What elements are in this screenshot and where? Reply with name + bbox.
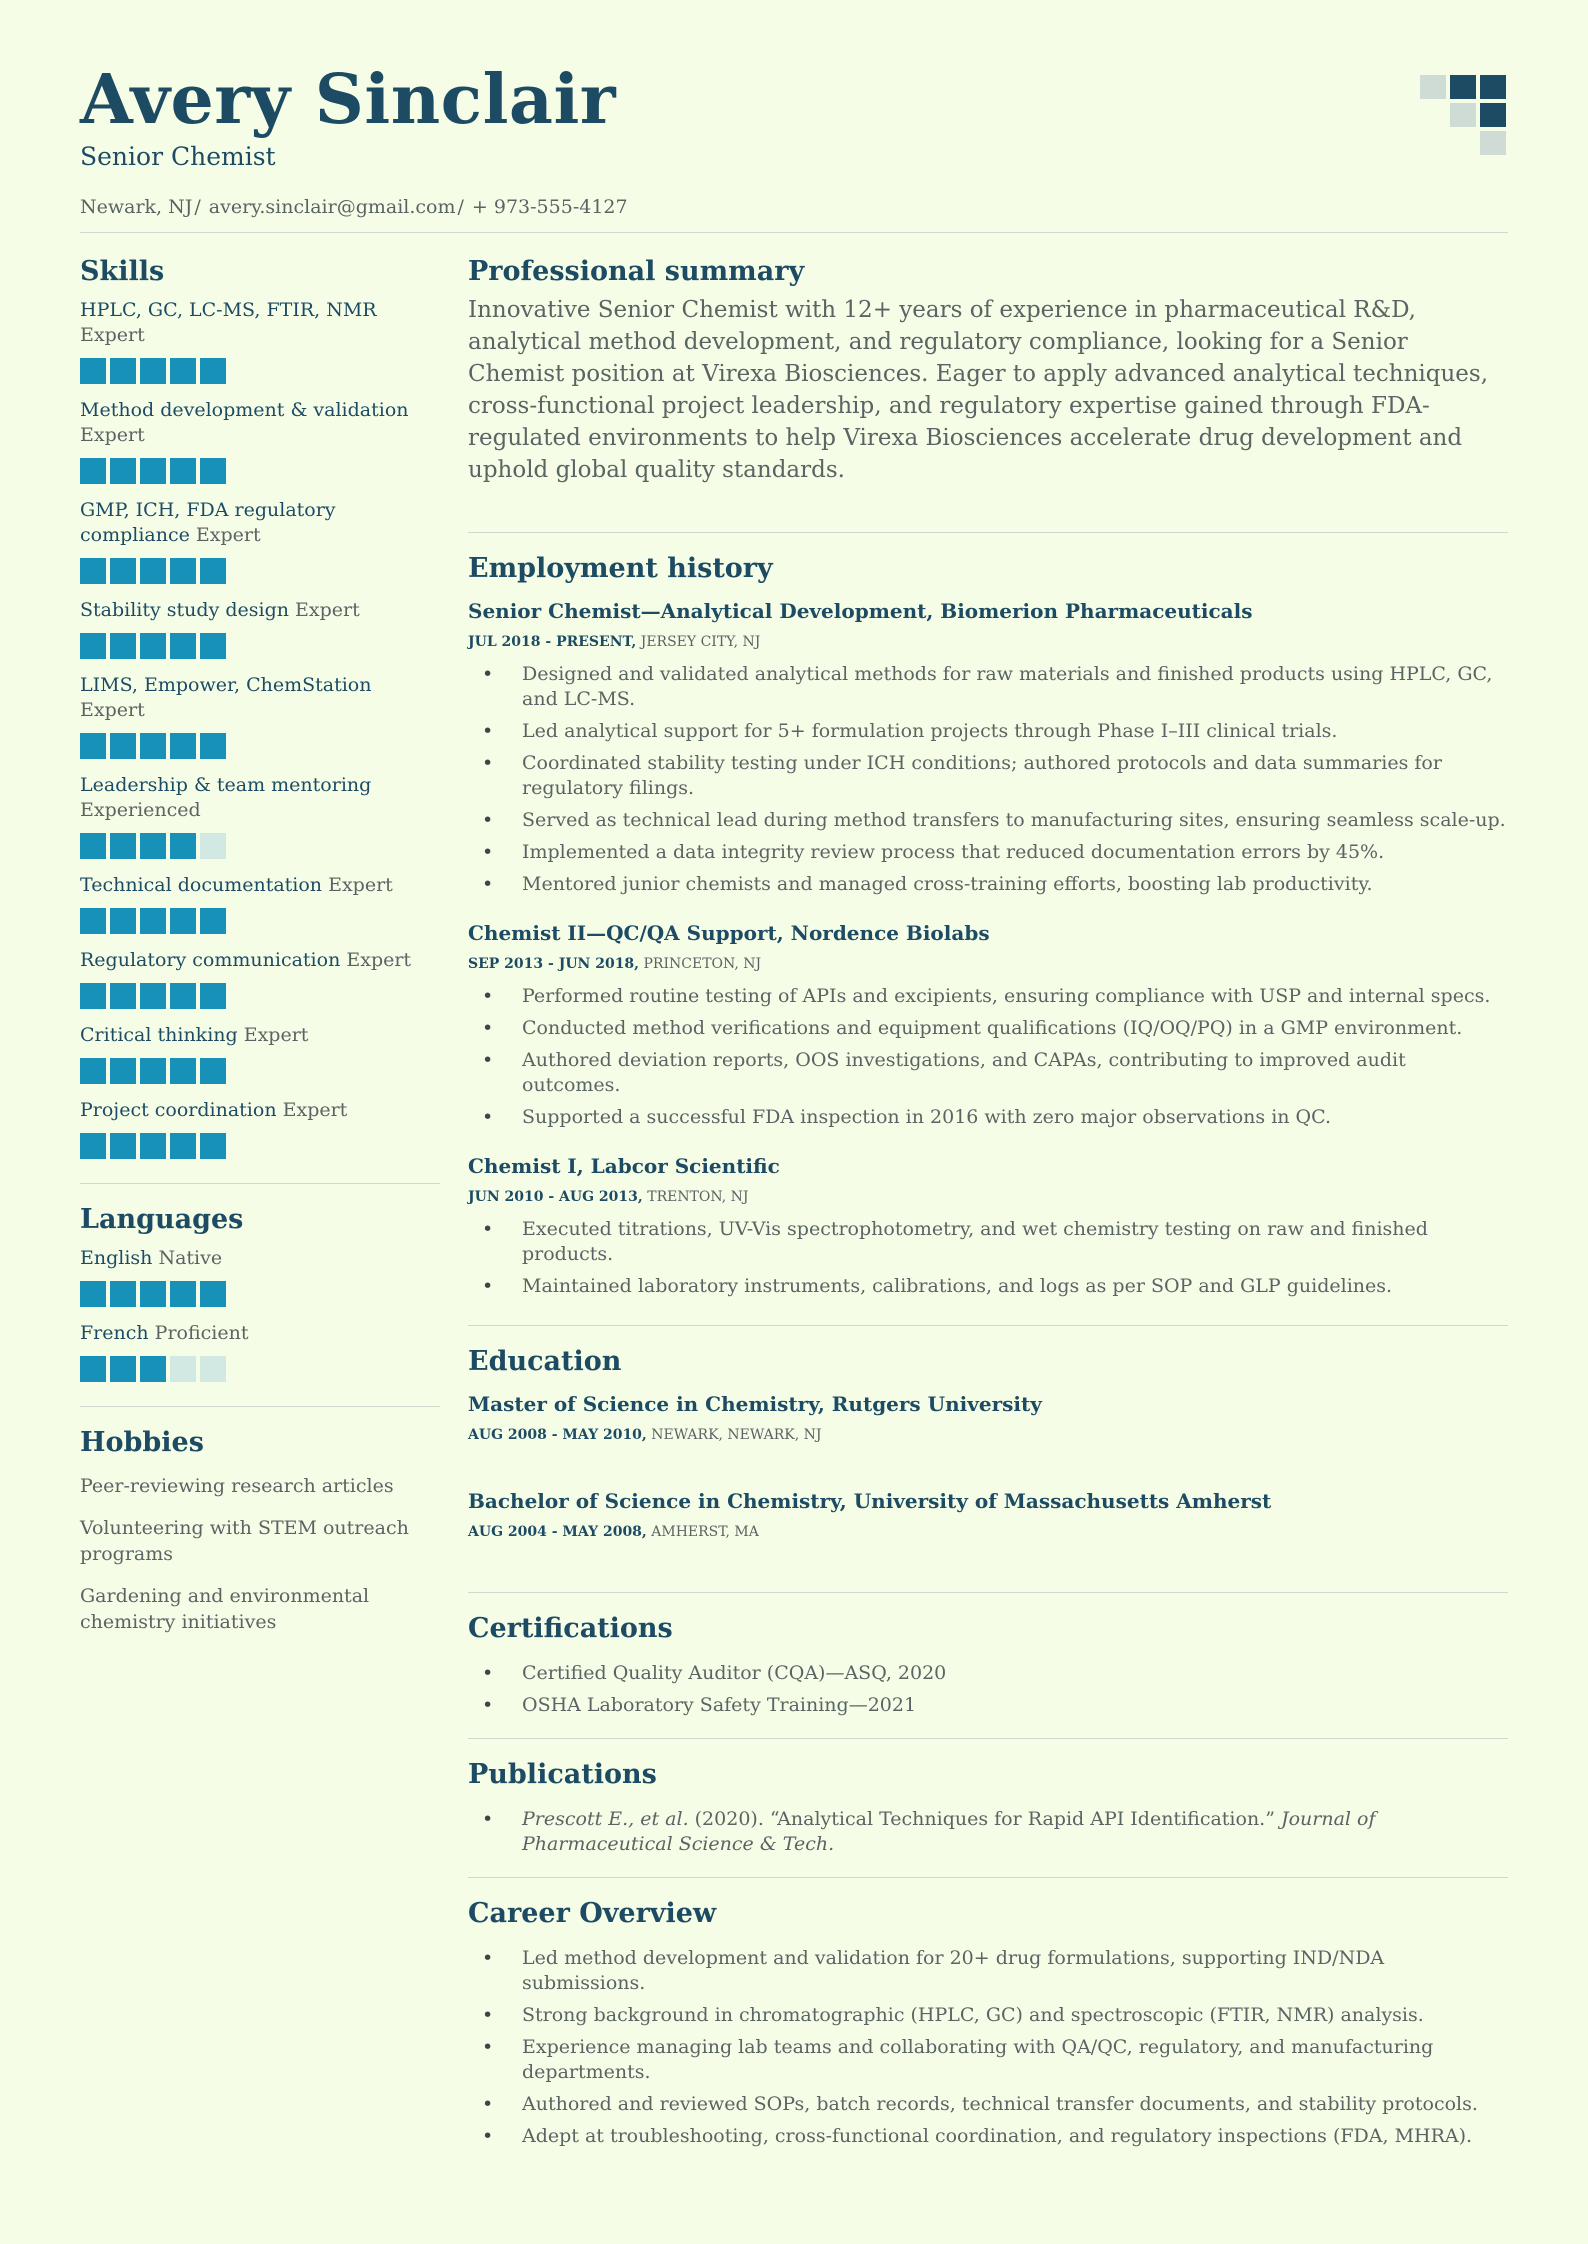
publication-item <box>522 1807 1508 1857</box>
language-level: Native <box>158 1247 223 1269</box>
skill-rating <box>80 833 440 859</box>
skill-entry <box>80 873 440 934</box>
contact-location: Newark, NJ <box>80 196 193 218</box>
job-entry <box>468 919 1508 1130</box>
rating-square <box>200 358 226 384</box>
publications-title: Publications <box>468 1759 657 1790</box>
rating-square <box>170 1281 196 1307</box>
education-date-range: AUG 2008 - MAY 2010, <box>468 1427 647 1443</box>
rating-square <box>80 558 106 584</box>
skill-name: Leadership & team mentoring <box>80 774 372 796</box>
skill-line <box>80 298 440 348</box>
rating-square <box>170 1356 196 1382</box>
job-bullet: • Coordinated stability testing under ICH conditions; authored protocols and data summaries for regulatory filings. <box>522 751 1508 801</box>
skill-entry <box>80 1023 440 1084</box>
skill-name: Stability study design <box>80 599 289 621</box>
job-date <box>468 1187 1508 1207</box>
rating-square <box>110 1058 136 1084</box>
rating-square <box>80 1356 106 1382</box>
rating-square <box>140 1058 166 1084</box>
publication-authors: Prescott E., et al. <box>522 1808 689 1830</box>
rating-square <box>80 1133 106 1159</box>
overview-item: • Led method development and validation for 20+ drug formulations, supporting IND/NDA submissions. <box>522 1946 1508 1996</box>
skill-level: Experienced <box>80 799 201 821</box>
language-rating <box>80 1356 440 1382</box>
rating-square <box>200 633 226 659</box>
skill-level: Expert <box>295 599 360 621</box>
rating-square <box>200 833 226 859</box>
job-entry <box>468 1152 1508 1299</box>
skills-list <box>80 298 440 1159</box>
job-date <box>468 632 1508 652</box>
rating-square <box>110 1133 136 1159</box>
section-divider <box>468 1325 1508 1326</box>
skill-line <box>80 1098 440 1123</box>
language-name: French <box>80 1322 149 1344</box>
rating-square <box>80 458 106 484</box>
skill-line <box>80 598 440 623</box>
skill-line <box>80 498 440 548</box>
candidate-name: Avery Sinclair <box>80 60 617 140</box>
rating-square <box>110 633 136 659</box>
skill-line <box>80 948 440 973</box>
skill-entry <box>80 1098 440 1159</box>
skill-line <box>80 773 440 823</box>
summary-title: Professional summary <box>468 256 805 287</box>
skill-name: Method development & validation <box>80 399 409 421</box>
skill-rating <box>80 558 440 584</box>
job-bullet: • Executed titrations, UV-Vis spectrophotometry, and wet chemistry testing on raw and finished products. <box>522 1217 1508 1267</box>
job-location: PRINCETON, NJ <box>643 956 762 972</box>
rating-square <box>200 733 226 759</box>
education-degree: Bachelor of Science in Chemistry, University of Massachusetts Amherst <box>468 1489 1272 1513</box>
skill-level: Expert <box>195 524 261 546</box>
certification-item: • Certified Quality Auditor (CQA)—ASQ, 2020 <box>522 1661 1508 1686</box>
certification-item: • OSHA Laboratory Safety Training—2021 <box>522 1693 1508 1718</box>
summary-text: Innovative Senior Chemist with 12+ years of experience in pharmaceutical R&D, analytical method development, and regulatory compliance, looking for a Senior Chemist position at Virexa Biosciences. Eager to apply advanced analytical techniques, cross-functional project leadership, and regulatory expertise gained through FDA-regulated environments to help Virexa Biosciences accelerate drug development and uphold global quality standards. <box>468 297 1489 483</box>
skill-name: LIMS, Empower, ChemStation <box>80 674 372 696</box>
rating-square <box>200 1281 226 1307</box>
hobbies-list <box>80 1473 440 1635</box>
logo-grid-icon <box>1420 75 1508 159</box>
overview-item: • Experience managing lab teams and collaborating with QA/QC, regulatory, and manufacturing departments. <box>522 2035 1508 2085</box>
rating-square <box>200 1058 226 1084</box>
skill-entry <box>80 773 440 859</box>
skill-entry <box>80 298 440 384</box>
skill-level: Expert <box>80 424 145 446</box>
overview-item: • Authored and reviewed SOPs, batch records, technical transfer documents, and stability protocols. <box>522 2092 1508 2117</box>
education-entry <box>468 1390 1508 1445</box>
overview-item: • Strong background in chromatographic (HPLC, GC) and spectroscopic (FTIR, NMR) analysis. <box>522 2003 1508 2028</box>
rating-square <box>110 983 136 1009</box>
skill-name: GMP, ICH, FDA regulatory compliance <box>80 499 336 546</box>
job-location: TRENTON, NJ <box>647 1189 749 1205</box>
education-date <box>468 1425 1508 1445</box>
skill-name: HPLC, GC, LC-MS, FTIR, NMR <box>80 299 377 321</box>
education-degree: Master of Science in Chemistry, Rutgers University <box>468 1392 1042 1416</box>
rating-square <box>170 833 196 859</box>
rating-square <box>140 1281 166 1307</box>
job-date-range: JUN 2010 - AUG 2013, <box>468 1189 643 1205</box>
job-bullet: • Performed routine testing of APIs and excipients, ensuring compliance with USP and internal specs. <box>522 984 1508 1009</box>
skill-level: Expert <box>80 324 145 346</box>
rating-square <box>170 908 196 934</box>
rating-square <box>140 833 166 859</box>
contact-phone[interactable]: + 973-555-4127 <box>471 196 628 218</box>
skill-line <box>80 873 440 898</box>
skill-level: Expert <box>346 949 412 971</box>
candidate-title: Senior Chemist <box>80 142 276 171</box>
rating-square <box>80 1058 106 1084</box>
hobby-item: Volunteering with STEM outreach programs <box>80 1517 409 1565</box>
rating-square <box>170 358 196 384</box>
rating-square <box>110 1281 136 1307</box>
skill-level: Expert <box>80 699 145 721</box>
rating-square <box>170 1058 196 1084</box>
rating-square <box>140 1133 166 1159</box>
rating-square <box>200 983 226 1009</box>
certifications-list <box>468 1661 1508 1718</box>
job-date-range: SEP 2013 - JUN 2018, <box>468 956 640 972</box>
skill-rating <box>80 1058 440 1084</box>
skill-rating <box>80 733 440 759</box>
section-divider <box>468 1877 1508 1878</box>
header-divider <box>80 232 1508 233</box>
skill-line <box>80 398 440 448</box>
job-date <box>468 954 1508 974</box>
job-title: Chemist I, Labcor Scientific <box>468 1154 780 1178</box>
contact-line <box>80 194 1508 220</box>
rating-square <box>140 733 166 759</box>
job-bullet: • Served as technical lead during method transfers to manufacturing sites, ensuring seamless scale-up. <box>522 808 1508 833</box>
skills-title: Skills <box>80 256 165 287</box>
skill-rating <box>80 458 440 484</box>
skill-entry <box>80 498 440 584</box>
left-column <box>80 252 440 1651</box>
rating-square <box>200 1356 226 1382</box>
right-column <box>468 252 1508 2156</box>
job-bullets <box>468 984 1508 1130</box>
education-date-range: AUG 2004 - MAY 2008, <box>468 1524 647 1540</box>
skill-entry <box>80 673 440 759</box>
skill-line <box>80 673 440 723</box>
overview-item: • Adept at troubleshooting, cross-functional coordination, and regulatory inspections (FDA, MHRA). <box>522 2124 1508 2149</box>
certifications-title: Certifications <box>468 1613 673 1644</box>
skill-rating <box>80 908 440 934</box>
languages-list <box>80 1246 440 1382</box>
rating-square <box>140 358 166 384</box>
publications-list <box>468 1807 1508 1857</box>
skill-name: Regulatory communication <box>80 949 341 971</box>
skill-rating <box>80 633 440 659</box>
section-divider <box>468 1592 1508 1593</box>
language-rating <box>80 1281 440 1307</box>
rating-square <box>110 358 136 384</box>
job-date-range: JUL 2018 - PRESENT, <box>468 634 637 650</box>
language-level: Proficient <box>154 1322 249 1344</box>
job-bullet: • Designed and validated analytical methods for raw materials and finished products using HPLC, GC, and LC-MS. <box>522 662 1508 712</box>
education-title: Education <box>468 1346 622 1377</box>
language-line <box>80 1321 440 1346</box>
language-name: English <box>80 1247 153 1269</box>
rating-square <box>170 558 196 584</box>
skill-level: Expert <box>328 874 393 896</box>
contact-email[interactable]: avery.sinclair@gmail.com <box>208 196 456 218</box>
skill-name: Technical documentation <box>80 874 323 896</box>
hobby-item: Peer-reviewing research articles <box>80 1475 394 1497</box>
rating-square <box>80 1281 106 1307</box>
job-bullets <box>468 1217 1508 1299</box>
overview-list <box>468 1946 1508 2149</box>
job-bullets <box>468 662 1508 897</box>
job-entry <box>468 597 1508 897</box>
rating-square <box>110 833 136 859</box>
skill-name: Project coordination <box>80 1099 277 1121</box>
rating-square <box>140 908 166 934</box>
job-title: Senior Chemist—Analytical Development, Biomerion Pharmaceuticals <box>468 599 1253 623</box>
publication-title: (2020). “Analytical Techniques for Rapid API Identification.” <box>688 1808 1281 1830</box>
rating-square <box>200 458 226 484</box>
education-entry <box>468 1487 1508 1542</box>
skill-entry <box>80 948 440 1009</box>
section-divider <box>80 1406 440 1407</box>
language-entry <box>80 1246 440 1307</box>
skill-level: Expert <box>243 1024 309 1046</box>
job-bullet: • Implemented a data integrity review process that reduced documentation errors by 45%. <box>522 840 1508 865</box>
skill-rating <box>80 983 440 1009</box>
job-bullet: • Led analytical support for 5+ formulation projects through Phase I–III clinical trials. <box>522 719 1508 744</box>
education-location: AMHERST, MA <box>651 1524 759 1540</box>
education-list <box>468 1390 1508 1542</box>
rating-square <box>170 633 196 659</box>
rating-square <box>170 458 196 484</box>
rating-square <box>80 983 106 1009</box>
rating-square <box>110 733 136 759</box>
job-bullet: • Supported a successful FDA inspection in 2016 with zero major observations in QC. <box>522 1105 1508 1130</box>
rating-square <box>170 733 196 759</box>
skill-level: Expert <box>282 1099 348 1121</box>
section-divider <box>80 1183 440 1184</box>
job-title: Chemist II—QC/QA Support, Nordence Biolabs <box>468 921 990 945</box>
rating-square <box>140 458 166 484</box>
rating-square <box>110 1356 136 1382</box>
contact-separator: / <box>194 196 201 218</box>
rating-square <box>80 733 106 759</box>
rating-square <box>110 458 136 484</box>
rating-square <box>200 558 226 584</box>
job-location: JERSEY CITY, NJ <box>640 634 761 650</box>
skill-entry <box>80 398 440 484</box>
contact-separator: / <box>457 196 464 218</box>
education-location: NEWARK, NEWARK, NJ <box>651 1427 822 1443</box>
skill-name: Critical thinking <box>80 1024 238 1046</box>
publication-journal: Journal of Pharmaceutical Science & Tech. <box>522 1808 1376 1855</box>
rating-square <box>200 908 226 934</box>
rating-square <box>140 983 166 1009</box>
job-bullet: • Conducted method verifications and equipment qualifications (IQ/OQ/PQ) in a GMP environment. <box>522 1016 1508 1041</box>
skill-line <box>80 1023 440 1048</box>
section-divider <box>468 532 1508 533</box>
job-bullet: • Mentored junior chemists and managed cross-training efforts, boosting lab productivity. <box>522 872 1508 897</box>
rating-square <box>80 633 106 659</box>
hobbies-title: Hobbies <box>80 1427 204 1458</box>
language-line <box>80 1246 440 1271</box>
job-bullet: • Maintained laboratory instruments, calibrations, and logs as per SOP and GLP guidelines. <box>522 1274 1508 1299</box>
overview-title: Career Overview <box>468 1898 717 1929</box>
rating-square <box>140 1356 166 1382</box>
hobby-item: Gardening and environmental chemistry initiatives <box>80 1585 370 1633</box>
jobs-list <box>468 597 1508 1299</box>
skill-rating <box>80 358 440 384</box>
rating-square <box>110 558 136 584</box>
rating-square <box>140 558 166 584</box>
rating-square <box>170 983 196 1009</box>
rating-square <box>110 908 136 934</box>
job-bullet: • Authored deviation reports, OOS investigations, and CAPAs, contributing to improved audit outcomes. <box>522 1048 1508 1098</box>
rating-square <box>80 908 106 934</box>
rating-square <box>80 833 106 859</box>
education-date <box>468 1522 1508 1542</box>
section-divider <box>468 1738 1508 1739</box>
skill-entry <box>80 598 440 659</box>
rating-square <box>140 633 166 659</box>
languages-title: Languages <box>80 1204 244 1235</box>
rating-square <box>80 358 106 384</box>
rating-square <box>200 1133 226 1159</box>
skill-rating <box>80 1133 440 1159</box>
rating-square <box>170 1133 196 1159</box>
employment-title: Employment history <box>468 553 773 584</box>
language-entry <box>80 1321 440 1382</box>
